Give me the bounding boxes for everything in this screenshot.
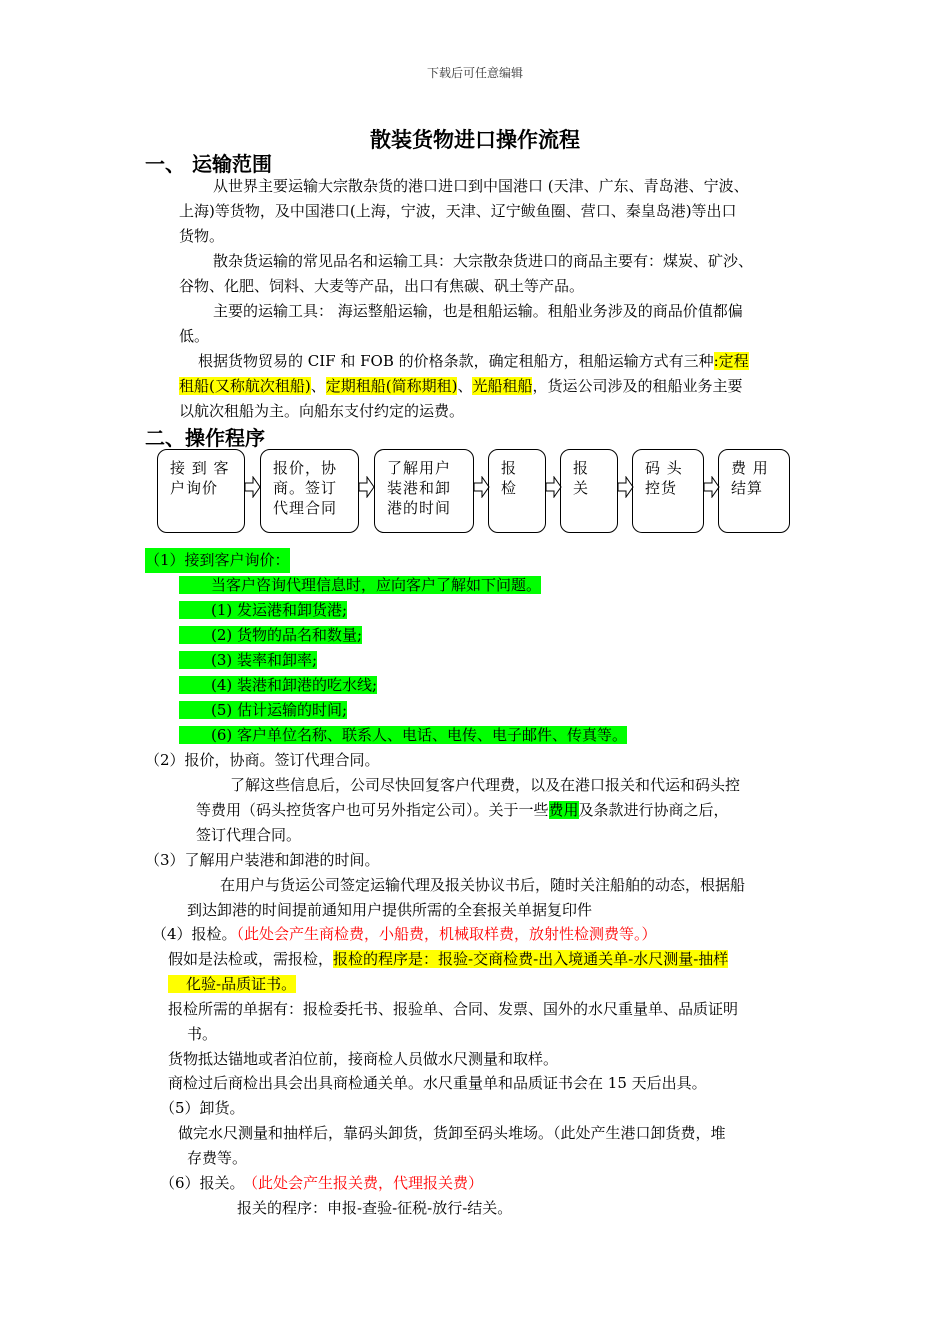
para-line: 谷物、化肥、饲料、大麦等产品，出口有焦碳、矾土等产品。 <box>179 277 585 295</box>
para-line <box>168 972 296 997</box>
text-span: 假如是法检或，需报检， <box>168 950 334 968</box>
text-span: （4）报检。 <box>152 925 237 943</box>
step-5-title: （5）卸货。 <box>160 1099 245 1117</box>
para-line: 以航次租船为主。向船东支付约定的运费。 <box>179 402 465 420</box>
highlight-text: (1) 发运港和卸货港; <box>179 601 347 619</box>
highlight-fee: 费用 <box>548 801 579 819</box>
highlight-text: 当客户咨询代理信息时，应向客户了解如下问题。 <box>179 576 541 594</box>
flow-box-line: 关 <box>573 479 590 497</box>
fee-note: （此处会产生报关费，代理报关费） <box>250 1174 484 1192</box>
para-line <box>198 349 749 374</box>
highlight-voyage-charter: 租船(又称航次租船) <box>179 377 311 395</box>
para-line: 了解这些信息后，公司尽快回复客户代理费，以及在港口报关和代运和码头控 <box>230 776 741 794</box>
flow-box-line: 户询价 <box>170 479 219 497</box>
step-4-title <box>152 922 657 947</box>
flow-box-line: 港的时间 <box>387 499 452 517</box>
text-span: 及条款进行协商之后， <box>578 801 729 819</box>
text-span: 、 <box>457 377 473 395</box>
list-item <box>179 598 347 623</box>
para-line: 在用户与货运公司签定运输代理及报关协议书后，随时关注船舶的动态，根据船 <box>220 876 746 894</box>
para-line: 从世界主要运输大宗散杂货的港口进口到中国港口 (天津、广东、青岛港、宁波、 <box>213 177 749 195</box>
flow-box-settlement <box>718 449 790 533</box>
flow-box-line: 控货 <box>645 479 678 497</box>
flow-box-inspection <box>488 449 546 533</box>
text-span: ，货运公司涉及的租船业务主要 <box>532 377 743 395</box>
text-span: 、 <box>310 377 326 395</box>
para-line: 低。 <box>179 327 210 345</box>
list-item <box>179 698 347 723</box>
flow-box-line: 检 <box>501 479 518 497</box>
highlight-text: (5) 估计运输的时间; <box>179 701 347 719</box>
highlight-inspection-process: 化验-品质证书。 <box>168 975 296 993</box>
para-line <box>179 573 541 598</box>
flow-box-line: 装港和卸 <box>387 479 452 497</box>
highlight-text: (2) 货物的品名和数量; <box>179 626 362 644</box>
text-span: （6）报关。 <box>160 1174 245 1192</box>
flow-box-line: 接 到 客 <box>170 459 230 477</box>
list-item <box>179 623 362 648</box>
flow-box-inquiry <box>157 449 245 533</box>
highlight-inspection-process: 报检的程序是：报验-交商检费-出入境通关单-水尺测量-抽样 <box>333 950 729 968</box>
flow-box-line: 报 <box>573 459 590 477</box>
flow-arrow-icon <box>245 476 261 498</box>
text-span: 根据货物贸易的 CIF 和 FOB 的价格条款，确定租船方，租船运输方式有三种 <box>198 352 714 370</box>
highlight-bareboat-charter: 光船租船 <box>472 377 533 395</box>
flow-box-line: 结算 <box>731 479 764 497</box>
para-line: 报检所需的单据有：报检委托书、报验单、合同、发票、国外的水尺重量单、品质证明 <box>168 1000 739 1018</box>
flow-box-line: 报 <box>501 459 518 477</box>
flow-box-quote <box>260 449 359 533</box>
section-heading-scope: 一、 运输范围 <box>145 152 272 176</box>
para-line: 签订代理合同。 <box>196 826 302 844</box>
document-title: 散装货物进口操作流程 <box>370 127 580 152</box>
para-line: 报关的程序：申报-查验-征税-放行-结关。 <box>237 1199 513 1217</box>
page-header: 下载后可任意编辑 <box>426 66 523 80</box>
step-1-title: （1）接到客户询价： <box>145 548 290 573</box>
step-6-title <box>160 1171 483 1196</box>
step-2-title: （2）报价，协商。签订代理合同。 <box>145 751 380 769</box>
flow-box-line: 码 头 <box>645 459 683 477</box>
fee-note: （此处会产生商检费，小船费，机械取样费，放射性检测费等。） <box>236 925 657 943</box>
flow-box-line: 费 用 <box>731 459 769 477</box>
flow-box-customs <box>560 449 618 533</box>
highlight-time-charter: 定期租船(简称期租) <box>325 377 458 395</box>
text-span: 等费用（码头控货客户也可另外指定公司）。关于一些 <box>196 801 549 819</box>
highlight-text: (3) 装率和卸率; <box>179 651 317 669</box>
para-line: 主要的运输工具： 海运整船运输，也是租船运输。租船业务涉及的商品价值都偏 <box>213 302 743 320</box>
para-line: 到达卸港的时间提前通知用户提供所需的全套报关单据复印件 <box>187 901 593 919</box>
para-line <box>168 947 728 972</box>
flow-arrow-icon <box>359 476 375 498</box>
flow-box-terminal-control <box>632 449 704 533</box>
list-item <box>179 673 377 698</box>
para-line: 货物抵达锚地或者泊位前，接商检人员做水尺测量和取样。 <box>168 1050 559 1068</box>
flow-box-line: 商。签订 <box>273 479 338 497</box>
flow-box-line: 代理合同 <box>273 499 338 517</box>
flow-box-line: 报价，协 <box>273 459 338 477</box>
para-line <box>196 798 729 823</box>
highlight-charter-types: :定程 <box>713 352 749 370</box>
step-3-title: （3）了解用户装港和卸港的时间。 <box>145 851 380 869</box>
para-line: 上海)等货物，及中国港口(上海，宁波，天津、辽宁鲅鱼圈、营口、秦皇岛港)等出口 <box>179 202 737 220</box>
para-line: 货物。 <box>179 227 225 245</box>
para-line <box>179 374 743 399</box>
list-item <box>179 723 627 748</box>
para-line: 书。 <box>187 1025 218 1043</box>
flow-box-line: 了解用户 <box>387 459 452 477</box>
para-line: 商检过后商检出具会出具商检通关单。水尺重量单和品质证书会在 15 天后出具。 <box>168 1074 707 1092</box>
para-line: 做完水尺测量和抽样后，靠码头卸货，货卸至码头堆场。（此处产生港口卸货费，堆 <box>178 1124 726 1142</box>
section-heading-procedure: 二、操作程序 <box>145 426 265 450</box>
flow-box-schedule <box>374 449 474 533</box>
highlight-text: (6) 客户单位名称、联系人、电话、电传、电子邮件、传真等。 <box>179 726 627 744</box>
highlight-text: (4) 装港和卸港的吃水线; <box>179 676 377 694</box>
para-line: 散杂货运输的常见品名和运输工具：大宗散杂货进口的商品主要有：煤炭、矿沙、 <box>213 252 754 270</box>
para-line: 存费等。 <box>187 1149 248 1167</box>
list-item <box>179 648 317 673</box>
